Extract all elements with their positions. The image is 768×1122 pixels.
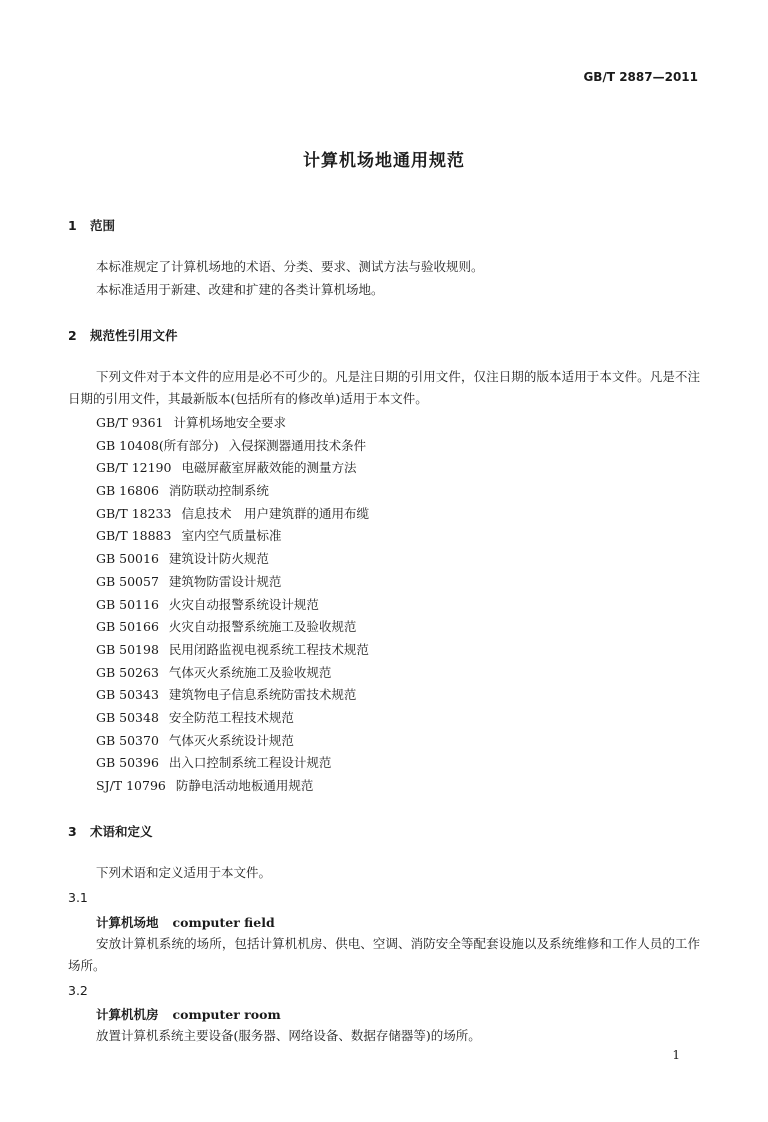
reference-title: 气体灭火系统施工及验收规范 — [168, 664, 332, 680]
reference-item — [96, 571, 369, 594]
reference-title: 消防联动控制系统 — [168, 483, 269, 499]
term-3-2 — [96, 1005, 281, 1023]
reference-item — [96, 684, 369, 707]
reference-item — [96, 752, 369, 775]
page-number: 1 — [672, 1048, 680, 1062]
reference-code: GB 10408(所有部分) — [96, 437, 219, 453]
term-3-2-definition: 放置计算机系统主要设备(服务器、网络设备、数据存储器等)的场所。 — [96, 1028, 481, 1043]
reference-title: 建筑设计防火规范 — [168, 551, 269, 567]
reference-code: GB 50166 — [96, 619, 159, 635]
reference-title: 建筑物电子信息系统防雷技术规范 — [168, 687, 357, 703]
reference-item — [96, 435, 369, 458]
reference-code: GB 50370 — [96, 732, 159, 748]
term-3-1-definition: 安放计算机系统的场所，包括计算机机房、供电、空调、消防安全等配套设施以及系统维修和工作人员的工作场所。 — [68, 936, 700, 973]
reference-code: GB/T 9361 — [96, 415, 164, 430]
reference-title: 电磁屏蔽室屏蔽效能的测量方法 — [181, 460, 357, 476]
reference-code: GB 50198 — [96, 641, 159, 657]
reference-code: GB 50348 — [96, 709, 159, 725]
reference-code: GB 50396 — [96, 755, 159, 771]
section-2-title: 规范性引用文件 — [90, 328, 178, 343]
reference-code: GB 16806 — [96, 483, 159, 499]
section-3-title: 术语和定义 — [90, 824, 153, 839]
reference-item — [96, 707, 369, 730]
term-3-1-zh: 计算机场地 — [96, 915, 159, 930]
reference-item — [96, 525, 369, 548]
term-3-2-number: 3.2 — [68, 983, 88, 998]
reference-code: GB 50343 — [96, 687, 159, 703]
reference-title: 建筑物防雷设计规范 — [168, 573, 282, 589]
section-1-heading — [68, 216, 115, 234]
section-3-number: 3 — [68, 824, 77, 839]
document-title: 计算机场地通用规范 — [303, 151, 465, 171]
reference-title: 安全防范工程技术规范 — [168, 709, 294, 725]
reference-code: GB 50263 — [96, 664, 159, 680]
reference-code: GB/T 12190 — [96, 460, 172, 476]
reference-item — [96, 457, 369, 480]
reference-item — [96, 730, 369, 753]
reference-item — [96, 503, 369, 526]
reference-item — [96, 548, 369, 571]
reference-code: GB 50057 — [96, 573, 159, 589]
reference-code: SJ/T 10796 — [96, 778, 166, 793]
term-3-1 — [96, 913, 275, 931]
section-1-paragraph-1: 本标准规定了计算机场地的术语、分类、要求、测试方法与验收规则。 — [96, 259, 484, 274]
reference-title: 入侵探测器通用技术条件 — [228, 437, 367, 453]
section-1-paragraph-2: 本标准适用于新建、改建和扩建的各类计算机场地。 — [96, 282, 384, 297]
section-3-heading — [68, 822, 153, 840]
reference-code: GB/T 18233 — [96, 505, 172, 521]
term-3-2-en: computer room — [172, 1007, 281, 1022]
term-3-2-zh: 计算机机房 — [96, 1007, 159, 1022]
reference-code: GB/T 18883 — [96, 528, 172, 544]
reference-item — [96, 480, 369, 503]
reference-title: 室内空气质量标准 — [181, 528, 282, 544]
reference-item — [96, 412, 369, 435]
reference-title: 信息技术 用户建筑群的通用布缆 — [181, 505, 369, 521]
reference-item — [96, 616, 369, 639]
section-1-number: 1 — [68, 218, 77, 233]
term-3-1-en: computer field — [172, 915, 275, 930]
reference-item — [96, 594, 369, 617]
reference-title: 计算机场地安全要求 — [173, 415, 287, 430]
standard-number: GB/T 2887—2011 — [583, 70, 698, 84]
section-2-intro: 下列文件对于本文件的应用是必不可少的。凡是注日期的引用文件，仅注日期的版本适用于本文件。凡是不注日期的引用文件，其最新版本(包括所有的修改单)适用于本文件。 — [68, 369, 700, 406]
reference-code: GB 50116 — [96, 596, 159, 612]
reference-item — [96, 775, 369, 798]
reference-title: 民用闭路监视电视系统工程技术规范 — [168, 641, 369, 657]
reference-item — [96, 639, 369, 662]
reference-title: 火灾自动报警系统施工及验收规范 — [168, 619, 357, 635]
reference-title: 防静电活动地板通用规范 — [175, 778, 314, 793]
reference-title: 火灾自动报警系统设计规范 — [168, 596, 319, 612]
reference-title: 出入口控制系统工程设计规范 — [168, 755, 332, 771]
reference-item — [96, 662, 369, 685]
section-2-heading — [68, 326, 178, 344]
section-3-intro: 下列术语和定义适用于本文件。 — [96, 865, 272, 880]
reference-title: 气体灭火系统设计规范 — [168, 732, 294, 748]
term-3-1-number: 3.1 — [68, 890, 88, 905]
reference-code: GB 50016 — [96, 551, 159, 567]
section-2-number: 2 — [68, 328, 77, 343]
section-1-title: 范围 — [90, 218, 116, 233]
reference-list — [96, 412, 369, 798]
